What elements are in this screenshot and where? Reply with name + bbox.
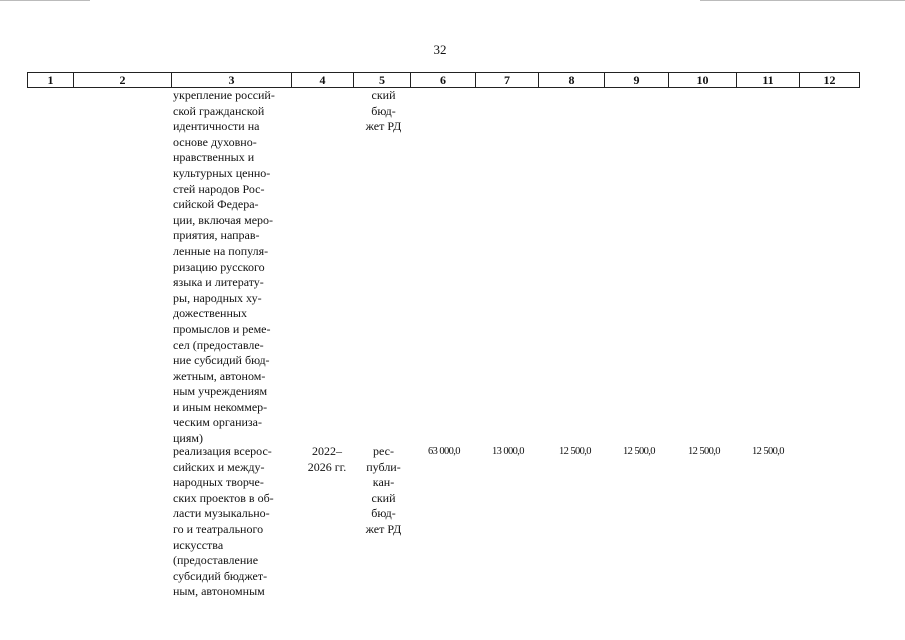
amount-2024: 12 500,0 <box>623 446 655 457</box>
funding-source: рес- публи- кан- ский бюд- жет РД <box>365 444 402 536</box>
column-header: 3 <box>172 73 292 88</box>
column-header: 10 <box>669 73 737 88</box>
column-header: 4 <box>292 73 354 88</box>
column-header: 9 <box>605 73 669 88</box>
column-header: 7 <box>476 73 539 88</box>
column-header: 12 <box>800 73 860 88</box>
column-header: 1 <box>28 73 74 88</box>
amount-total: 63 000,0 <box>428 446 460 457</box>
period: 2022– 2026 гг. <box>307 444 347 474</box>
column-header-row <box>27 72 860 88</box>
page-number: 32 <box>433 42 447 57</box>
column-header: 5 <box>354 73 411 88</box>
amount-2022: 13 000,0 <box>492 446 524 457</box>
event-description: реализация всерос- сийских и между- народных творче- ских проектов в об- ласти музыкально- го и театрального искусства (предоставление субсидий бюджет- ным, автономным <box>173 444 274 599</box>
column-header: 11 <box>737 73 800 88</box>
scan-artifact <box>0 0 90 1</box>
amount-2025: 12 500,0 <box>688 446 720 457</box>
scan-artifact <box>700 0 905 1</box>
column-header: 8 <box>539 73 605 88</box>
column-header: 2 <box>74 73 172 88</box>
funding-source: ский бюд- жет РД <box>365 88 402 134</box>
event-description: укрепление россий- ской гражданской идентичности на основе духовно- нравственных и культурных ценно- стей народов Рос- сийской Федера- ции, включая меро- приятия, направ- ленные на популя- ризацию русского языка и литерату- ры, народных ху- дожественных промыслов и реме- сел (предоставле- ние субсидий бюд- жетным, автоном- ным учреждениям и иным некоммер- ческим организа- циям) <box>173 88 275 446</box>
amount-2023: 12 500,0 <box>559 446 591 457</box>
column-header: 6 <box>411 73 476 88</box>
amount-2026: 12 500,0 <box>752 446 784 457</box>
